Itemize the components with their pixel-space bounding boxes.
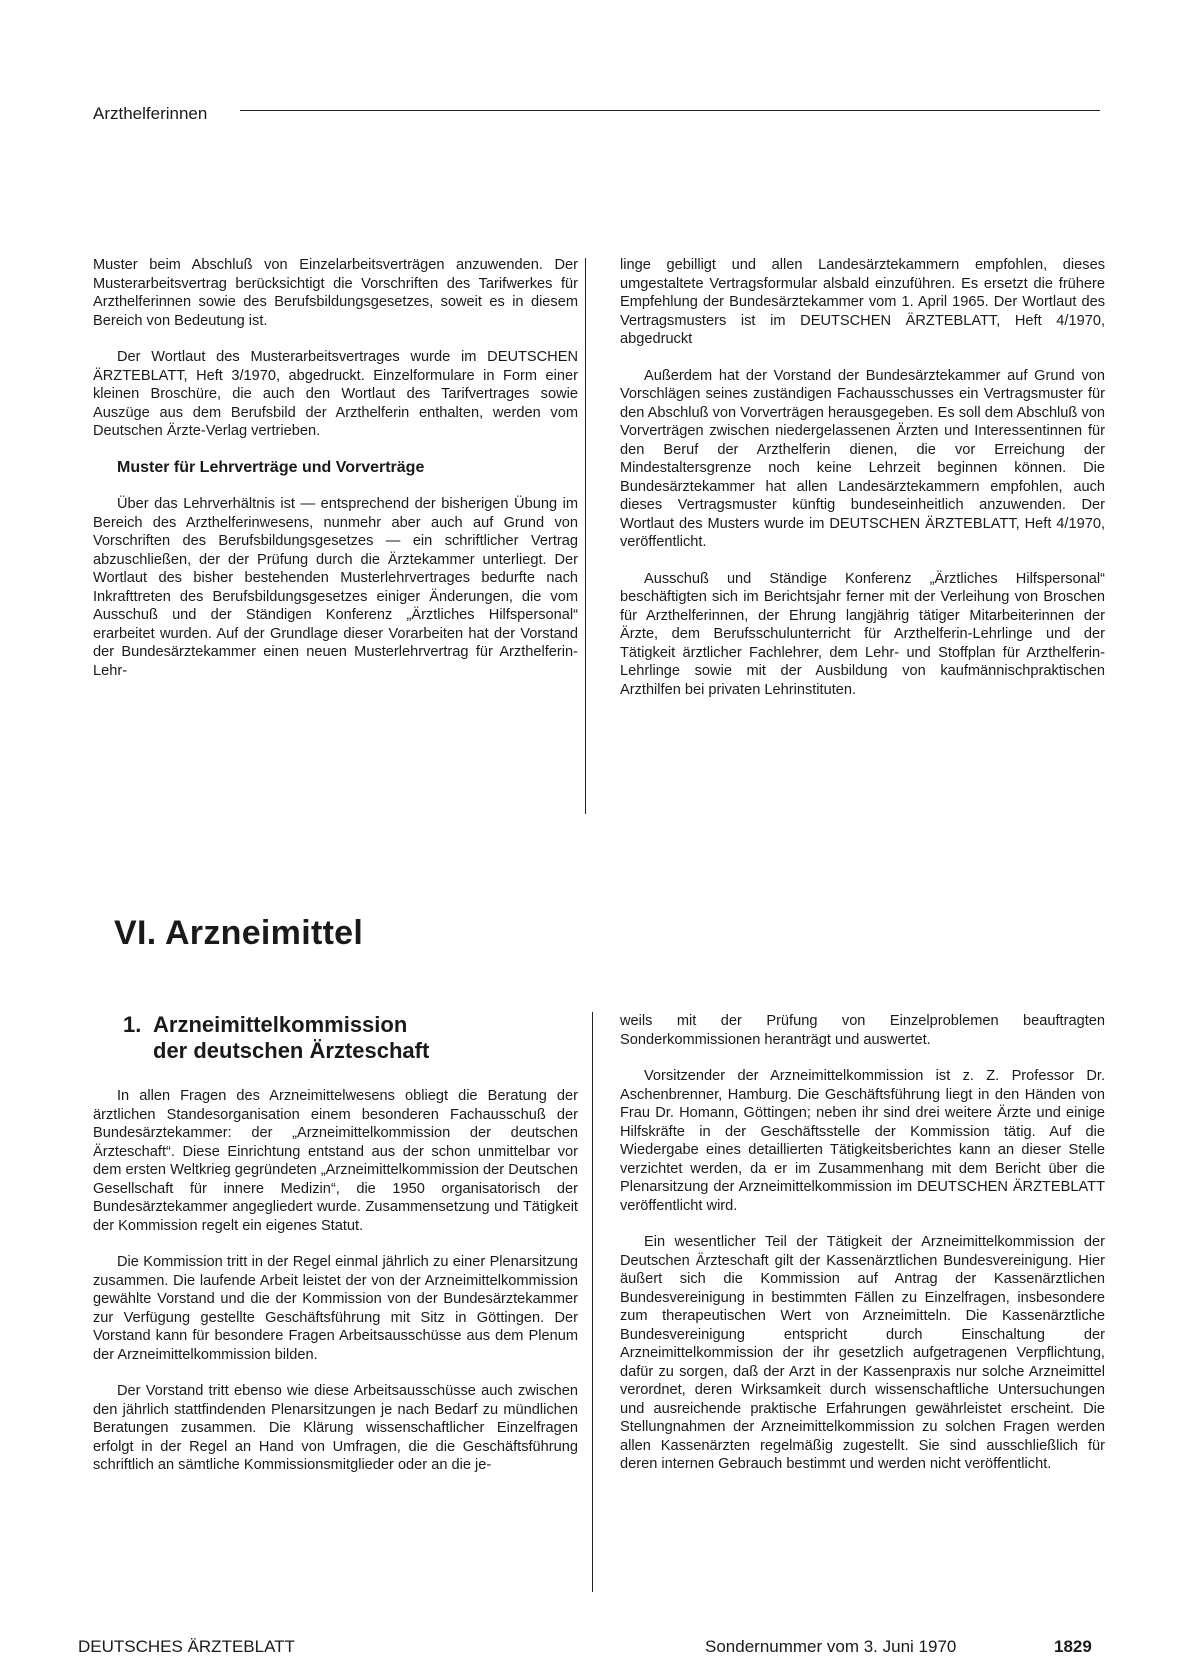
footer-issue: Sondernummer vom 3. Juni 1970 — [705, 1637, 957, 1656]
subheading: Muster für Lehrverträge und Vorverträge — [117, 458, 425, 476]
section-title: VI. Arzneimittel — [114, 914, 364, 952]
paragraph: Ein wesentlicher Teil der Tätigkeit der Arzneimittelkommission der Deutschen Ärzteschaft gilt der Kassenärztlichen Bundesvereinigung. Hier äußert sich die Kommission auf Antrag der Kassenärztlichen Bundesvereinigung in bestimmten Fällen zu Einzelfragen, insbesondere zum therapeutischen Wert von Arzneimitteln. Die Kassenärztliche Bundesvereinigung entspricht durch Einschaltung der Arzneimittelkommission der ihr gesetzlich aufgetragenen Verpflichtung, dafür zu sorgen, daß der Arzt in der Kassenpraxis nur solche Arzneimittel verordnet, deren Wirksamkeit durch wissenschaftliche Untersuchungen und ausreichende praktische Erfahrungen gewährleistet erscheint. Die Stellungnahmen der Arzneimittelkommission zu solchen Fragen werden allen Kassenärzten regelmäßig zugestellt. Sie sind ausschließlich für deren internen Gebrauch bestimmt und werden nicht veröffentlicht. — [620, 1234, 1105, 1472]
paragraph: linge gebilligt und allen Landesärztekammern empfohlen, dieses umgestaltete Vertragsformular alsbald einzuführen. Es ersetzt die frühere Empfehlung der Bundesärztekammer vom 1. April 1965. Der Wortlaut des Vertragsmusters ist im DEUTSCHEN ÄRZTEBLATT, Heft 4/1970, abgedruckt — [620, 257, 1105, 347]
top-right-column — [620, 256, 1105, 717]
subsection-number: 1. — [123, 1012, 142, 1037]
paragraph: Ausschuß und Ständige Konferenz „Ärztliches Hilfspersonal“ beschäftigten sich im Berichtsjahr ferner mit der Verleihung von Broschen für Arzthelferinnen, der Ehrung langjährig tätiger Mitarbeiterinnen der Ärzte, dem Berufsschulunterricht für Arzthelferin-Lehrlinge und der Tätigkeit ärztlicher Fachlehrer, dem Lehr- und Stoffplan für Arzthelferin-Lehrlinge sowie mit der Ausbildung von kaufmännischpraktischen Arzthilfen bei privaten Lehrinstituten. — [620, 570, 1105, 698]
paragraph: Außerdem hat der Vorstand der Bundesärztekammer auf Grund von Vorschlägen seines zuständigen Fachausschusses ein Vertragsmuster für den Abschluß von Vorverträgen herausgegeben. Es soll dem Abschluß von Vorverträgen zwischen niedergelassenen Ärzten und Interessentinnen für den Beruf der Arzthelferin dienen, die vor Erreichung der Mindestaltersgrenze noch keine Lehrzeit beginnen können. Die Bundesärztekammer hat allen Landesärztekammern empfohlen, auch dieses Vertragsmuster künftig bundeseinheitlich anzuwenden. Der Wortlaut des Musters wurde im DEUTSCHEN ÄRZTEBLATT, Heft 4/1970, veröffentlicht. — [620, 367, 1105, 550]
header-rule — [240, 110, 1100, 111]
paragraph: Über das Lehrverhältnis ist — entsprechend der bisherigen Übung im Bereich des Arzthelferinwesens, nunmehr aber auch auf Grund von Vorschriften des Berufsbildungsgesetzes — ein schriftlicher Vertrag abzuschließen, der der Prüfung durch die Ärztekammer unterliegt. Der Wortlaut des bisher bestehenden Musterlehrvertrages bedurfte nach Inkrafttreten des Berufsbildungsgesetzes einiger Änderungen, die vom Ausschuß und der Ständigen Konferenz „Ärztliches Hilfspersonal“ erarbeitet wurden. Auf der Grundlage dieser Vorarbeiten hat der Vorstand der Bundesärztekammer einen neuen Musterlehrvertrag für Arzthelferin-Lehr- — [93, 496, 578, 679]
paragraph: Der Vorstand tritt ebenso wie diese Arbeitsausschüsse auch zwischen den jährlich stattfindenden Plenarsitzungen je nach Bedarf zu mündlichen Beratungen zusammen. Die Klärung wissenschaftlicher Einzelfragen erfolgt in der Regel an Hand von Umfragen, die die Geschäftsführung schriftlich an sämtliche Kommissionsmitglieder oder an die je- — [93, 1383, 578, 1473]
paragraph: Die Kommission tritt in der Regel einmal jährlich zu einer Plenarsitzung zusammen. Die laufende Arbeit leistet der von der Arzneimittelkommission gewählte Vorstand und die der Kommission von der Bundesärztekammer zur Verfügung gestellte Geschäftsführung mit Sitz in Göttingen. Der Vorstand kann für besondere Fragen Arbeitsausschüsse aus dem Plenum der Arzneimittelkommission bilden. — [93, 1254, 578, 1363]
paragraph: weils mit der Prüfung von Einzelproblemen beauftragten Sonderkommissionen heranträgt und auswertet. — [620, 1013, 1105, 1048]
paragraph: Der Wortlaut des Musterarbeitsvertrages wurde im DEUTSCHEN ÄRZTEBLATT, Heft 3/1970, abgedruckt. Einzelformulare in Form einer kleinen Broschüre, die auch den Wortlaut des Tarifvertrages sowie Auszüge aus dem Berufsbild der Arzthelferin enthalten, werden vom Deutschen Ärzte-Verlag vertrieben. — [93, 349, 578, 439]
paragraph: Vorsitzender der Arzneimittelkommission ist z. Z. Professor Dr. Aschenbrenner, Hamburg. Die Geschäftsführung liegt in den Händen von Frau Dr. Homann, Göttingen; neben ihr sind drei weitere Ärzte und einige Hilfskräfte in der Geschäftsstelle der Kommission tätig. Auf die Wiedergabe eines detaillierten Tätigkeitsberichtes kann an dieser Stelle verzichtet werden, da er im Zusammenhang mit dem Bericht über die Plenarsitzung der Arzneimittelkommission im DEUTSCHEN ÄRZTEBLATT veröffentlicht wird. — [620, 1068, 1105, 1214]
column-divider — [585, 258, 586, 814]
paragraph: In allen Fragen des Arzneimittelwesens obliegt die Beratung der ärztlichen Standesorganisation einem besonderen Fachausschuß der Bundesärztekammer: der „Arzneimittelkommission der deutschen Ärzteschaft“. Diese Einrichtung entstand aus der schon unmittelbar vor dem ersten Weltkrieg gegründeten „Arzneimittelkommission der Deutschen Gesellschaft für innere Medizin“, die 1950 organisatorisch der Bundesärztekammer angegliedert wurde. Zusammensetzung und Tätigkeit der Kommission regelt ein eigenes Statut. — [93, 1088, 578, 1234]
footer-journal: DEUTSCHES ÄRZTEBLATT — [78, 1637, 295, 1656]
subsection-title-line2: der deutschen Ärzteschaft — [153, 1038, 430, 1063]
bottom-right-column — [620, 1012, 1105, 1492]
running-header: Arzthelferinnen — [93, 104, 208, 123]
page-number: 1829 — [1054, 1637, 1092, 1656]
column-divider — [592, 1012, 593, 1592]
bottom-left-column — [93, 1087, 578, 1493]
subsection-title-line1: Arzneimittelkommission — [153, 1012, 408, 1037]
subsection-title — [123, 1012, 429, 1064]
paragraph: Muster beim Abschluß von Einzelarbeitsverträgen anzuwenden. Der Musterarbeitsvertrag berücksichtigt die Vorschriften des Tarifwerkes für Arzthelferinnen sowie des Berufsbildungsgesetzes, soweit es in diesem Bereich von Bedeutung ist. — [93, 257, 578, 329]
top-left-column — [93, 256, 578, 698]
